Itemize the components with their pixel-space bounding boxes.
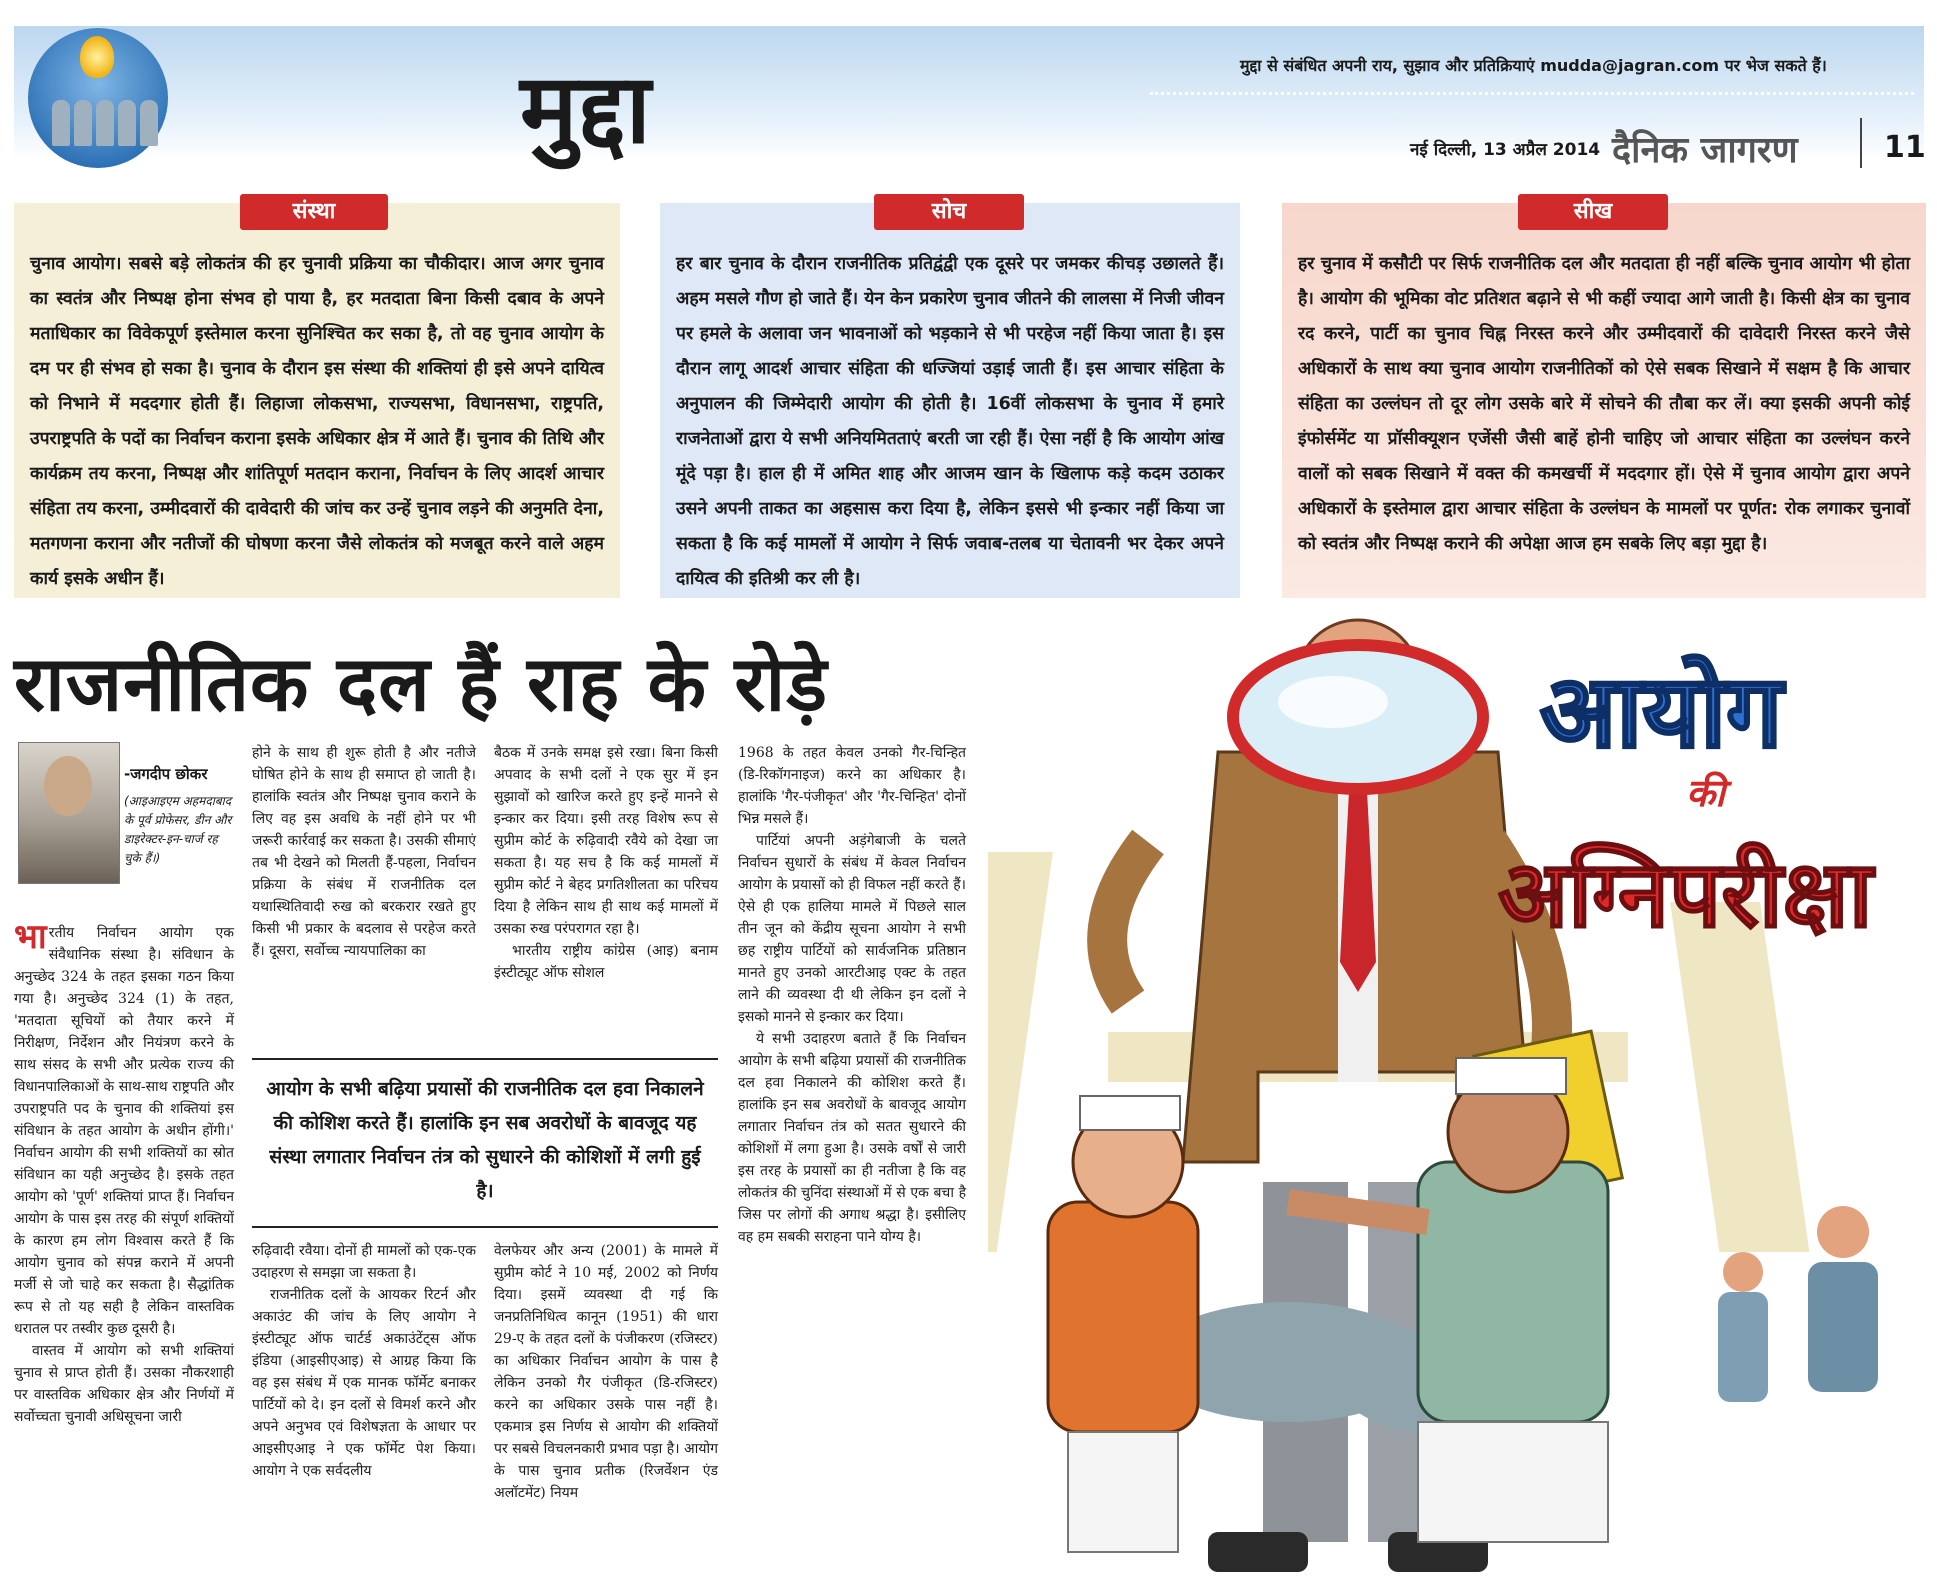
lightbulb-icon xyxy=(80,36,114,78)
article-paragraph: वेलफेयर और अन्य (2001) के मामले में सुप्रीम कोर्ट ने 10 मई, 2002 को निर्णय दिया। इसमें व्यवस्था दी गई कि जनप्रतिनिधित्व कानून (1951) की धारा 29-ए के तहत दलों के पंजीकरण (रजिस्टर) का अधिकार निर्वाचन आयोग के पास है लेकिन उनको गैर पंजीकृत (डि-रजिस्टर) करने का अधिकार उसके पास नहीं है। एकमात्र इस निर्णय से आयोग की शक्तियों पर सबसे विचलनकारी प्रभाव पड़ा है। आयोग के पास चुनाव प्रतीक (रिजर्वेशन एंड अलॉटमेंट) नियम xyxy=(494,1243,718,1501)
page-number: 11 xyxy=(1884,130,1926,165)
info-box-text: हर चुनाव में कसौटी पर सिर्फ राजनीतिक दल और मतदाता ही नहीं बल्कि चुनाव आयोग भी होता है। आयोग की भूमिका वोट प्रतिशत बढ़ाने से भी कहीं ज्यादा आगे जाती है। किसी क्षेत्र का चुनाव रद करने, पार्टी का चुनाव चिह्न निरस्त करने और उम्मीदवारों की दावेदारी निरस्त करने जैसे अधिकारों के साथ क्या चुनाव आयोग राजनीतिकों को ऐसे सबक सिखाने में सक्षम है कि आचार संहिता का उल्लंघन तो दूर लोग उसके बारे में सोचने की तौबा कर लें। क्या इसकी अपनी कोई इंफोर्समेंट या प्रॉसीक्यूशन एजेंसी जैसी बाहें होनी चाहिए जो आचार संहिता का उल्लंघन करने वालों को सबक सिखाने में वक्त की कमखर्ची में मददगार हों। ऐसे में चुनाव आयोग द्वारा अपने अधिकारों के इस्तेमाल द्वारा आचार संहिता के उल्लंघन के मामलों पर पूर्णत: रोक लगाकर चुनावों को स्वतंत्र और निष्पक्ष कराने की अपेक्षा आज हम सबके लिए बड़ा मुद्दा है। xyxy=(1298,254,1910,554)
crowd-figure-icon xyxy=(118,100,136,146)
masthead-note: मुद्दा से संबंधित अपनी राय, सुझाव और प्रतिक्रियाएं mudda@jagran.com पर भेज सकते हैं। xyxy=(1240,56,1827,75)
article-paragraph: होने के साथ ही शुरू होती है और नतीजे घोषित होने के साथ ही समाप्त हो जाती है। हालांकि स्वतंत्र और निष्पक्ष चुनाव कराने के लिए वह इस अवधि के नहीं होने पर भी जरूरी कार्रवाई कर सकता है। उसकी सीमाएं तब भी देखने को मिलती हैं-पहला, निर्वाचन प्रक्रिया के संबंध में राजनीतिक दल यथास्थितिवादी रुख को बरकरार रखते हुए किसी भी प्रकार के बदलाव से परहेज करते हैं। दूसरा, सर्वोच्च न्यायपालिका का xyxy=(252,745,476,959)
article-paragraph: वास्तव में आयोग को सभी शक्तियां चुनाव से प्राप्त होती हैं। उसका नौकरशाही पर वास्तविक अधिकार क्षेत्र और निर्णयों में सर्वोच्चता चुनावी अधिसूचना जारी xyxy=(14,1343,234,1425)
info-box-tag: सोच xyxy=(874,194,1024,230)
crowd-figure-icon xyxy=(74,100,92,146)
info-box-soch xyxy=(660,203,1240,598)
info-box-text: हर बार चुनाव के दौरान राजनीतिक प्रतिद्वंद्वी एक दूसरे पर जमकर कीचड़ उछालते हैं। अहम मसले गौण हो जाते हैं। येन केन प्रकारेण चुनाव जीतने की लालसा में निजी जीवन पर हमले के अलावा जन भावनाओं को भड़काने से भी परहेज नहीं किया जाता है। इस दौरान लागू आदर्श आचार संहिता की धज्जियां उड़ाई जाती हैं। इस आचार संहिता के अनुपालन की जिम्मेदारी आयोग की होती है। 16वीं लोकसभा के चुनाव में हमारे राजनेताओं द्वारा ये सभी अनियमितताएं बरती जा रही हैं। ऐसा नहीं है कि आयोग आंख मूंदे पड़ा है। हाल ही में अमित शाह और आजम खान के खिलाफ कड़े कदम उठाकर उसने अपनी ताकत का अहसास करा दिया है, लेकिन इससे भी इन्कार नहीं किया जा सकता है कि कई मामलों में आयोग ने सिर्फ जवाब-तलब या चेतावनी भर देकर अपने दायित्व की इतिश्री कर ली है। xyxy=(676,254,1224,589)
article-column-4 xyxy=(738,742,966,1248)
article-paragraph: रतीय निर्वाचन आयोग एक संवैधानिक संस्था है। संविधान के अनुच्छेद 324 के तहत इसका गठन किया गया है। अनुच्छेद 324 (1) के तहत, 'मतदाता सूचियों को तैयार करने में निरीक्षण, निर्देशन और नियंत्रण करने के साथ संसद के सभी और प्रत्येक राज्य की विधानपालिकाओं के साथ-साथ राष्ट्रपति और उपराष्ट्रपति पद के चुनाव की शक्तियां इस संविधान के तहत आयोग के अधीन होंगी।' निर्वाचन आयोग की सभी शक्तियों का स्रोत संविधान का यही अनुच्छेद है। इसके तहत आयोग को 'पूर्ण' शक्तियां प्राप्त हैं। निर्वाचन आयोग के पास इस तरह की संपूर्ण शक्तियों के कारण हम लोग विश्वास करते हैं कि आयोग चुनाव को संपन्न कराने में अपनी मर्जी से जो चाहे कर सकता है। सैद्धांतिक रूप से तो यह सही है लेकिन वास्तविक धरातल पर तस्वीर कुछ दूसरी है। xyxy=(14,925,234,1337)
info-box-tag: संस्था xyxy=(240,194,388,230)
cartoon-title-line-2: की xyxy=(1686,771,1726,815)
info-box-sanstha xyxy=(14,203,620,598)
pull-quote-rule xyxy=(252,1058,718,1060)
newspaper-name: दैनिक जागरण xyxy=(1612,130,1798,171)
politician-small-left xyxy=(1718,1252,1768,1402)
author-name: -जगदीप छोकर xyxy=(124,765,208,783)
cartoon-title-line-1: आयोग xyxy=(1540,653,1783,770)
author-face xyxy=(44,756,92,816)
politician-small-right xyxy=(1808,1206,1878,1392)
drop-cap: भा xyxy=(14,917,47,957)
article-column-1 xyxy=(14,917,234,1428)
article-column-2-top xyxy=(252,742,476,962)
article-headline: राजनीतिक दल हैं राह के रोड़े xyxy=(14,639,828,728)
author-description: (आइआइएम अहमदाबाद के पूर्व प्रोफेसर, डीन और डाइरेक्टर-इन-चार्ज रह चुके हैं।) xyxy=(124,794,232,865)
info-box-seekh xyxy=(1282,203,1926,598)
article-paragraph: बैठक में उनके समक्ष इसे रखा। बिना किसी अपवाद के सभी दलों ने एक सुर में इन सुझावों को खारिज करते हुए इन्हें मानने से इन्कार कर दिया। इसी तरह विशेष रूप से सुप्रीम कोर्ट के रुढ़िवादी रवैये को देखा जा सकता है। यह सच है कि कई मामलों में सुप्रीम कोर्ट ने बेहद प्रगतिशीलता का परिचय दिया है लेकिन साथ ही साथ कई मामलों में उसका रुख परंपरागत रहा है। xyxy=(494,745,718,937)
pull-quote-rule xyxy=(252,1226,718,1228)
article-paragraph: 1968 के तहत केवल उनको गैर-चिन्हित (डि-रिकॉगनाइज) करने का अधिकार है। हालांकि 'गैर-पंजीकृत' और 'गैर-चिन्हित' दोनों भिन्न मसले हैं। xyxy=(738,745,966,827)
section-title: मुद्दा xyxy=(520,53,653,165)
info-box-tag: सीख xyxy=(1518,194,1668,230)
magnifying-glass-icon xyxy=(1233,645,1483,789)
article-paragraph: भारतीय राष्ट्रीय कांग्रेस (आइ) बनाम इंस्टीट्यूट ऑफ सोशल xyxy=(494,943,718,981)
cartoon-title-line-3: अग्निपरीक्षा xyxy=(1498,841,1873,948)
article-column-2-bottom xyxy=(252,1240,476,1482)
cartoon-illustration xyxy=(988,602,1928,1582)
article-column-3-bottom xyxy=(494,1240,718,1504)
article-paragraph: पार्टियां अपनी अड़ंगेबाजी के चलते निर्वाचन सुधारों के संबंध में केवल निर्वाचन आयोग के प्रयासों को ही विफल नहीं करते हैं। ऐसे ही एक हालिया मामले में पिछले साल तीन जून को केंद्रीय सूचना आयोग ने सभी छह राष्ट्रीय पार्टियों को सार्वजनिक प्रतिष्ठान मानते हुए उनको आरटीआइ एक्ट के तहत लाने की व्यवस्था दी थी लेकिन इन दलों ने इसको मानने से इन्कार कर दिया। xyxy=(738,833,966,1025)
crowd-figure-icon xyxy=(52,100,70,146)
masthead-divider xyxy=(1150,92,1914,95)
article-paragraph: राजनीतिक दलों के आयकर रिटर्न और अकाउंट की जांच के लिए आयोग ने इंस्टीट्यूट ऑफ चार्टर्ड अकाउंटेंट्स ऑफ इंडिया (आइसीएआइ) से आग्रह किया कि वह इस संबंध में एक मानक फॉर्मेट बनाकर पार्टियों को दे। इन दलों से विमर्श करने और अपने अनुभव एवं विशेषज्ञता के आधार पर आइसीएआइ ने एक फॉर्मेट पेश किया। आयोग ने एक सर्वदलीय xyxy=(252,1287,476,1479)
crowd-figure-icon xyxy=(96,100,114,146)
page-number-divider xyxy=(1860,118,1862,168)
pull-quote: आयोग के सभी बढ़िया प्रयासों की राजनीतिक दल हवा निकालने की कोशिश करते हैं। हालांकि इन सब अवरोधों के बावजूद यह संस्था लगातार निर्वाचन तंत्र को सुधारने की कोशिशों में लगी हुई है। xyxy=(266,1078,704,1202)
crowd-figure-icon xyxy=(140,100,158,146)
info-box-text: चुनाव आयोग। सबसे बड़े लोकतंत्र की हर चुनावी प्रक्रिया का चौकीदार। आज अगर चुनाव का स्वतंत्र और निष्पक्ष होना संभव हो पाया है, हर मतदाता बिना किसी दबाव के अपने मताधिकार का विवेकपूर्ण इस्तेमाल करना सुनिश्चित कर सका है, तो वह चुनाव आयोग के दम पर ही संभव हो सका है। चुनाव के दौरान इस संस्था की शक्तियां ही इसे अपने दायित्व को निभाने में मददगार होती हैं। लिहाजा लोकसभा, राज्यसभा, विधानसभा, राष्ट्रपति, उपराष्ट्रपति के पदों का निर्वाचन कराना इसके अधिकार क्षेत्र में आते हैं। चुनाव की तिथि और कार्यक्रम तय करना, निष्पक्ष और शांतिपूर्ण मतदान कराना, निर्वाचन के लिए आदर्श आचार संहिता तय करना, उम्मीदवारों की दावेदारी की जांच कर उन्हें चुनाव लड़ने की अनुमति देना, मतगणना कराना और नतीजों की घोषणा करना जैसे लोकतंत्र को मजबूत करने वाले अहम कार्य इसके अधीन हैं। xyxy=(30,254,604,589)
article-column-3-top xyxy=(494,742,718,984)
article-paragraph: रुढ़िवादी रवैया। दोनों ही मामलों को एक-एक उदाहरण से समझा जा सकता है। xyxy=(252,1243,476,1281)
article-paragraph: ये सभी उदाहरण बताते हैं कि निर्वाचन आयोग के सभी बढ़िया प्रयासों की राजनीतिक दल हवा निकालने की कोशिश करते हैं। हालांकि इन सब अवरोधों के बावजूद आयोग लगातार निर्वाचन तंत्र को सतत सुधारने की कोशिशों में लगा हुआ है। उसके वर्षों से जारी इस तरह के प्रयासों का ही नतीजा है कि वह लोकतंत्र की चुनिंदा संस्थाओं में से एक बचा है जिस पर लोगों की अगाध श्रद्धा है। इसीलिए वह हम सबकी सराहना पाने योग्य है। xyxy=(738,1031,966,1245)
edition-dateline: नई दिल्ली, 13 अप्रैल 2014 xyxy=(1410,140,1601,160)
